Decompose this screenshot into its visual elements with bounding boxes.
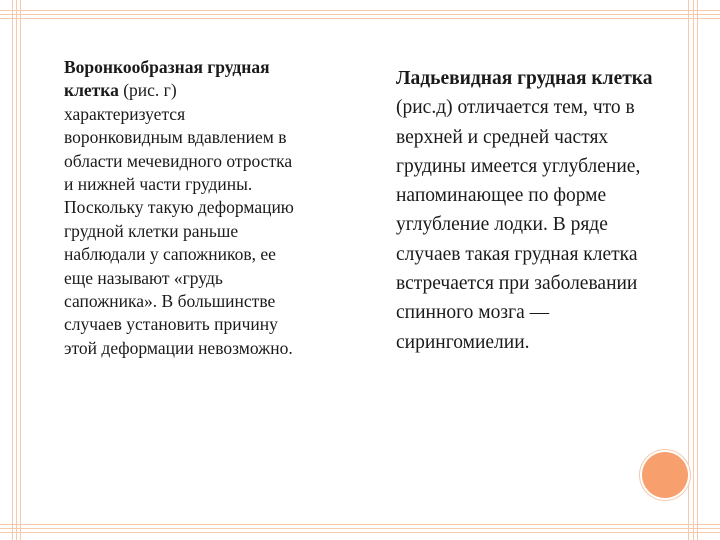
right-body: (рис.д) отличается тем, что в верхней и средней частях грудины имеется углубление, напоминающее по форме углубление лодки. В ряде случаев такая грудная клетка встречается при заболевании спинного мозга — сирингомиелии. — [396, 97, 641, 353]
left-paragraph — [64, 56, 294, 360]
left-text-column — [64, 56, 294, 360]
frame-line — [20, 0, 21, 540]
frame-line — [0, 528, 720, 529]
frame-line — [0, 524, 720, 525]
frame-line — [688, 0, 689, 540]
frame-line — [0, 532, 720, 533]
right-term: Ладьевидная грудная клетка — [396, 68, 653, 89]
left-term: Воронкообразная грудная клетка — [64, 57, 270, 101]
left-body: (рис. г) характеризуется воронковидным вдавлением в области мечевидного отростка и нижней части грудины. Поскольку такую деформацию грудной клетки раньше наблюдали у сапожников, ее еще называют «грудь сапожника». В большинстве случаев установить причину этой деформации невозможно. — [64, 80, 294, 358]
frame-line — [697, 0, 698, 540]
right-paragraph — [396, 64, 656, 357]
decorative-circle — [642, 452, 688, 498]
frame-line — [693, 0, 694, 540]
frame-line — [16, 0, 17, 540]
frame-line — [0, 14, 720, 15]
right-text-column — [396, 64, 656, 357]
frame-line — [0, 18, 720, 19]
frame-line — [0, 10, 720, 11]
frame-line — [12, 0, 13, 540]
